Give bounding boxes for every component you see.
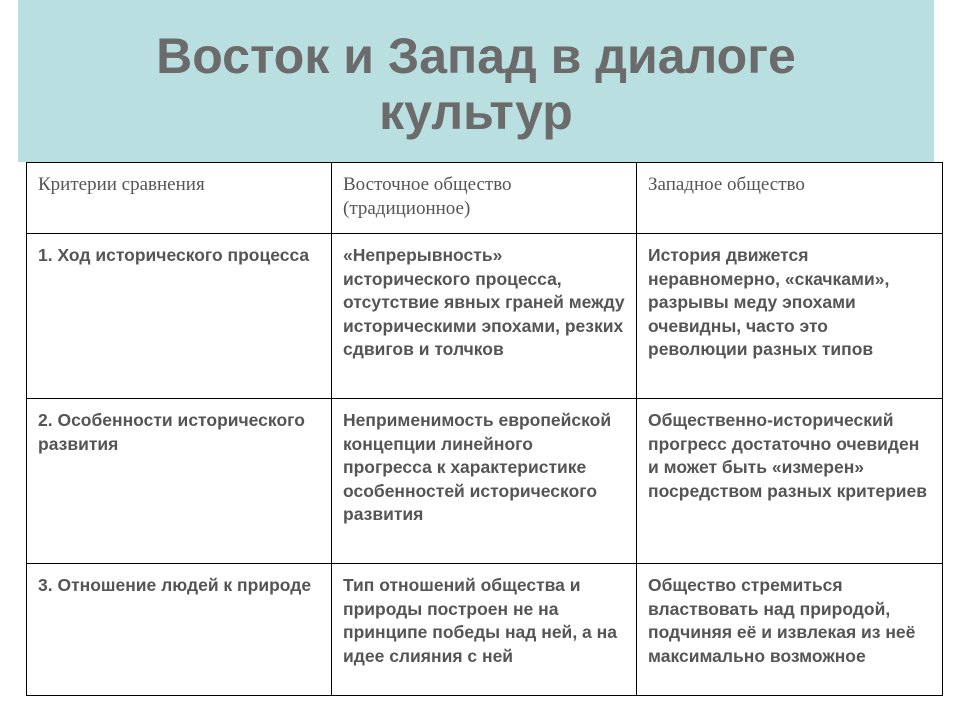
header-east: Восточное общество (традиционное) [332,163,637,234]
east-cell: Тип отношений общества и природы построен не на принципе победы над ней, а на идее слияния с ней [332,564,637,696]
criterion-cell: 2. Особенности исторического развития [27,399,332,564]
criterion-cell: 3. Отношение людей к природе [27,564,332,696]
east-cell: Неприменимость европейской концепции линейного прогресса к характеристике особенностей исторического развития [332,399,637,564]
west-cell: Общественно-исторический прогресс достаточно очевиден и может быть «измерен» посредством разных критериев [637,399,943,564]
table-row [27,564,943,696]
header-criteria: Критерии сравнения [27,163,332,234]
table-header-row [27,163,943,234]
comparison-table [26,162,943,696]
title-banner [18,0,934,162]
criterion-cell: 1. Ход исторического процесса [27,234,332,399]
table-row [27,234,943,399]
header-west: Западное общество [637,163,943,234]
table-row [27,399,943,564]
west-cell: Общество стремиться властвовать над природой, подчиняя её и извлекая из неё максимально возможное [637,564,943,696]
slide-title: Восток и Запад в диалоге культур [156,28,796,140]
east-cell: «Непрерывность» исторического процесса, отсутствие явных граней между историческими эпохами, резких сдвигов и толчков [332,234,637,399]
west-cell: История движется неравномерно, «скачками», разрывы меду эпохами очевидны, часто это революции разных типов [637,234,943,399]
